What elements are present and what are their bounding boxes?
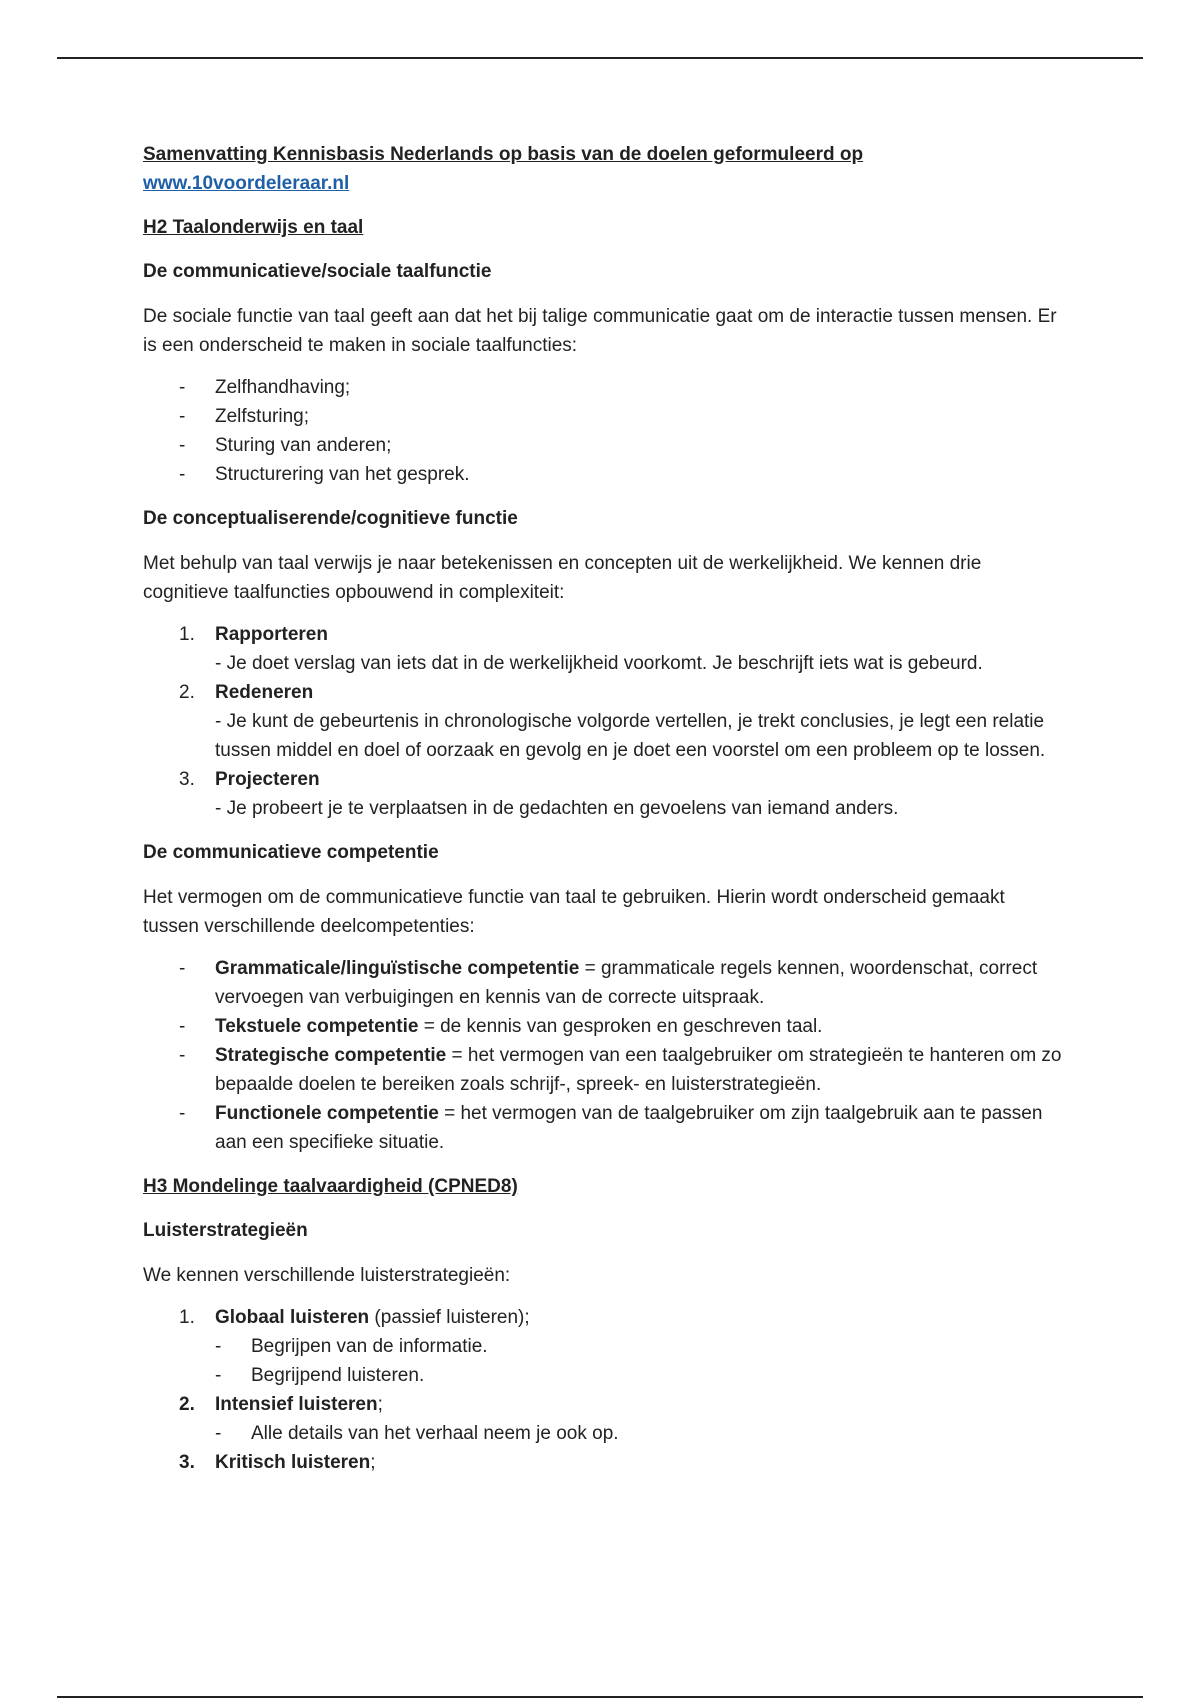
term-description: = de kennis van gesproken en geschreven taal. — [418, 1016, 823, 1037]
top-rule — [57, 57, 1143, 59]
term-rest: ; — [377, 1394, 383, 1415]
numbered-list — [143, 1303, 1063, 1477]
sub-list-item: - Alle details van het verhaal neem je ook op. — [215, 1419, 1063, 1448]
term: Globaal luisteren — [215, 1307, 370, 1328]
term: Projecteren — [215, 769, 320, 790]
list-item: - Zelfhandhaving; — [143, 373, 1063, 402]
dash-marker: - — [179, 406, 186, 427]
list-number: 1. — [179, 624, 195, 645]
list-item — [143, 1012, 1063, 1041]
term-description: = grammaticale regels kennen, woordenschat, correct vervoegen van verbuigingen en kennis van de correcte uitspraak. — [215, 958, 1038, 1008]
section-heading: De conceptualiserende/cognitieve functie — [143, 508, 518, 529]
dash-marker: - — [215, 1423, 222, 1444]
dash-marker: - — [179, 1016, 186, 1037]
section-heading: De communicatieve competentie — [143, 842, 439, 863]
paragraph: Het vermogen om de communicatieve functie van taal te gebruiken. Hierin wordt onderscheid gemaakt tussen verschillende deelcompetenties: — [143, 887, 1005, 937]
list-item — [143, 1448, 1063, 1477]
section-heading: Luisterstrategieën — [143, 1220, 308, 1241]
numbered-list — [143, 620, 1063, 823]
term: Grammaticale/linguïstische competentie — [215, 958, 580, 979]
list-item: - Zelfsturing; — [143, 402, 1063, 431]
dash-marker: - — [179, 1045, 186, 1066]
dash-marker: - — [215, 1336, 222, 1357]
sub-list — [215, 1419, 1063, 1448]
sub-list — [215, 1332, 1063, 1390]
dash-marker: - — [179, 464, 186, 485]
sub-list-item: - Begrijpend luisteren. — [215, 1361, 1063, 1390]
list-number: 2. — [179, 1394, 195, 1415]
list-number: 2. — [179, 682, 195, 703]
list-item — [143, 620, 1063, 678]
dash-marker: - — [179, 435, 186, 456]
term-description: = het vermogen van een taalgebruiker om strategieën te hanteren om zo bepaalde doelen te bereiken zoals schrijf-, spreek- en luisterstrategieën. — [215, 1045, 1062, 1095]
list-item — [143, 678, 1063, 765]
term: Tekstuele competentie — [215, 1016, 419, 1037]
bottom-rule — [57, 1696, 1143, 1698]
dash-marker: - — [179, 377, 186, 398]
document-page — [143, 140, 1063, 1477]
list-item — [143, 1303, 1063, 1390]
list-item: - Sturing van anderen; — [143, 431, 1063, 460]
term-description: = het vermogen van de taalgebruiker om zijn taalgebruik aan te passen aan een specifieke situatie. — [215, 1103, 1043, 1153]
chapter-heading-h3: H3 Mondelinge taalvaardigheid (CPNED8) — [143, 1176, 518, 1197]
title-link[interactable]: www.10voordeleraar.nl — [143, 173, 350, 194]
document-title — [143, 140, 1063, 198]
term: Intensief luisteren — [215, 1394, 378, 1415]
list-item — [143, 1390, 1063, 1448]
dash-marker: - — [179, 958, 186, 979]
paragraph: De sociale functie van taal geeft aan dat het bij talige communicatie gaat om de interactie tussen mensen. Er is een onderscheid te maken in sociale taalfuncties: — [143, 306, 1057, 356]
dash-list — [143, 373, 1063, 489]
term-rest: ; — [370, 1452, 376, 1473]
dash-marker: - — [179, 1103, 186, 1124]
list-item — [143, 1099, 1063, 1157]
sub-list-item: - Begrijpen van de informatie. — [215, 1332, 1063, 1361]
list-item — [143, 1041, 1063, 1099]
chapter-heading-h2: H2 Taalonderwijs en taal — [143, 217, 364, 238]
dash-marker: - — [215, 1365, 222, 1386]
list-item: - Structurering van het gesprek. — [143, 460, 1063, 489]
term-description: - Je probeert je te verplaatsen in de gedachten en gevoelens van iemand anders. — [215, 798, 899, 819]
list-number: 1. — [179, 1307, 195, 1328]
term: Kritisch luisteren — [215, 1452, 371, 1473]
dash-list — [143, 954, 1063, 1157]
term: Strategische competentie — [215, 1045, 447, 1066]
term: Functionele competentie — [215, 1103, 439, 1124]
list-number: 3. — [179, 769, 195, 790]
term-description: - Je kunt de gebeurtenis in chronologische volgorde vertellen, je trekt conclusies, je legt een relatie tussen middel en doel of oorzaak en gevolg en je doet een voorstel om een probleem op te lossen. — [215, 711, 1046, 761]
term-description: - Je doet verslag van iets dat in de werkelijkheid voorkomt. Je beschrijft iets wat is gebeurd. — [215, 653, 983, 674]
list-number: 3. — [179, 1452, 195, 1473]
section-heading: De communicatieve/sociale taalfunctie — [143, 261, 492, 282]
term: Redeneren — [215, 682, 314, 703]
paragraph: Met behulp van taal verwijs je naar betekenissen en concepten uit de werkelijkheid. We kennen drie cognitieve taalfuncties opbouwend in complexiteit: — [143, 553, 982, 603]
list-item — [143, 954, 1063, 1012]
list-item — [143, 765, 1063, 823]
term: Rapporteren — [215, 624, 328, 645]
term-rest: (passief luisteren); — [369, 1307, 530, 1328]
title-text: Samenvatting Kennisbasis Nederlands op basis van de doelen geformuleerd op — [143, 144, 864, 165]
paragraph: We kennen verschillende luisterstrategieën: — [143, 1265, 511, 1286]
